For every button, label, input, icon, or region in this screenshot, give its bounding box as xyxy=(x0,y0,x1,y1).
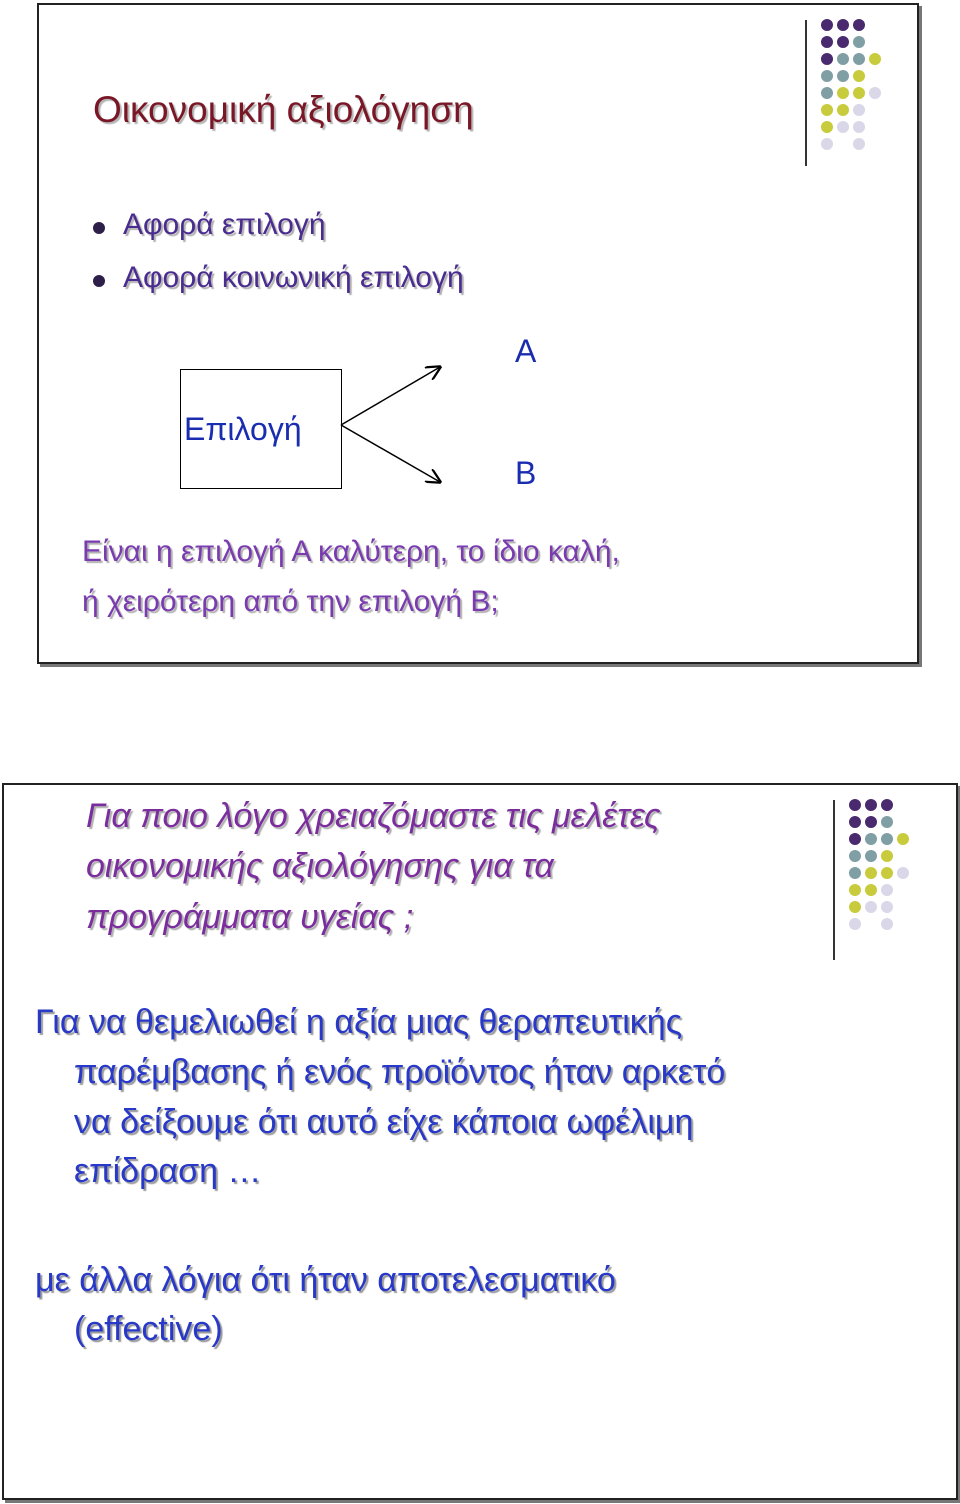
decor-dot xyxy=(849,833,861,845)
arrow-to-a xyxy=(341,367,440,425)
decor-dot xyxy=(881,918,893,930)
question-line-1: Είναι η επιλογή Α καλύτερη, το ίδιο καλή, xyxy=(82,535,620,568)
decor-dot xyxy=(897,867,909,879)
decor-dot xyxy=(849,867,861,879)
slide-1 xyxy=(37,3,919,664)
paragraph-1-line-2: παρέμβασης ή ενός προϊόντος ήταν αρκετό xyxy=(74,1053,726,1091)
decor-dot xyxy=(837,104,849,116)
choice-arrows xyxy=(339,360,449,490)
decor-dot xyxy=(853,70,865,82)
decor-dot xyxy=(853,53,865,65)
decor-dot xyxy=(821,19,833,31)
decor-dot xyxy=(849,799,861,811)
slide-2-title-line-1: Για ποιο λόγο χρειαζόμαστε τις μελέτες xyxy=(86,797,661,835)
decor-dot xyxy=(849,850,861,862)
decor-dot xyxy=(865,799,877,811)
decor-dot xyxy=(865,867,877,879)
slide-1-title: Οικονομική αξιολόγηση xyxy=(93,89,474,130)
bullet-text-1: Αφορά επιλογή xyxy=(123,208,326,241)
slide-2 xyxy=(2,783,958,1500)
decor-dot xyxy=(881,850,893,862)
bullet-item-1 xyxy=(123,208,326,242)
decor-dot xyxy=(865,901,877,913)
decor-dot xyxy=(853,104,865,116)
bullet-text-2: Αφορά κοινωνική επιλογή xyxy=(123,261,464,294)
decor-dot xyxy=(849,816,861,828)
decor-dot xyxy=(821,138,833,150)
decor-dot xyxy=(853,36,865,48)
decor-dot xyxy=(837,121,849,133)
decor-dot xyxy=(897,833,909,845)
paragraph-1-line-4: επίδραση … xyxy=(74,1152,262,1190)
decor-dot xyxy=(853,138,865,150)
decor-dot xyxy=(853,121,865,133)
option-a-label: A xyxy=(515,333,537,369)
bullet-dot-icon xyxy=(93,275,105,287)
decor-dot xyxy=(837,36,849,48)
decor-dot xyxy=(881,884,893,896)
decor-dot xyxy=(853,19,865,31)
paragraph-1-line-1: Για να θεμελιωθεί η αξία μιας θεραπευτικής xyxy=(35,1003,683,1041)
paragraph-2-line-2: (effective) xyxy=(74,1310,223,1348)
decor-dot xyxy=(881,799,893,811)
paragraph-2-line-1: με άλλα λόγια ότι ήταν αποτελεσματικό xyxy=(35,1261,616,1299)
decor-dot xyxy=(849,901,861,913)
question-line-2: ή χειρότερη από την επιλογή Β; xyxy=(82,585,499,618)
decor-vertical-line xyxy=(805,20,807,166)
decor-dot xyxy=(821,104,833,116)
decor-dot xyxy=(837,19,849,31)
decor-dot xyxy=(821,53,833,65)
decor-dot xyxy=(837,53,849,65)
decor-dot xyxy=(837,70,849,82)
slide-2-title-line-3: προγράμματα υγείας ; xyxy=(86,898,414,936)
decor-dot xyxy=(821,121,833,133)
decor-dot xyxy=(865,816,877,828)
decor-dot xyxy=(849,884,861,896)
decor-dot xyxy=(881,816,893,828)
arrow-to-b xyxy=(341,425,440,482)
decor-dot xyxy=(837,87,849,99)
bullet-item-2 xyxy=(123,261,464,295)
option-b-label: B xyxy=(515,455,537,491)
decor-dot xyxy=(865,884,877,896)
slide-2-title-line-2: οικονομικής αξιολόγησης για τα xyxy=(86,847,554,885)
decor-dot xyxy=(821,36,833,48)
choice-label: Επιλογή xyxy=(184,411,302,447)
decor-dot xyxy=(821,70,833,82)
decor-dot xyxy=(869,87,881,99)
decor-vertical-line xyxy=(833,800,835,960)
decor-dot xyxy=(881,901,893,913)
decor-dot xyxy=(865,850,877,862)
decor-dot xyxy=(821,87,833,99)
decor-dot xyxy=(849,918,861,930)
bullet-dot-icon xyxy=(93,222,105,234)
decor-dot xyxy=(865,833,877,845)
decor-dot xyxy=(881,833,893,845)
decor-dot xyxy=(869,53,881,65)
decor-dot xyxy=(881,867,893,879)
paragraph-1-line-3: να δείξουμε ότι αυτό είχε κάποια ωφέλιμη xyxy=(74,1103,694,1141)
decor-dot xyxy=(853,87,865,99)
